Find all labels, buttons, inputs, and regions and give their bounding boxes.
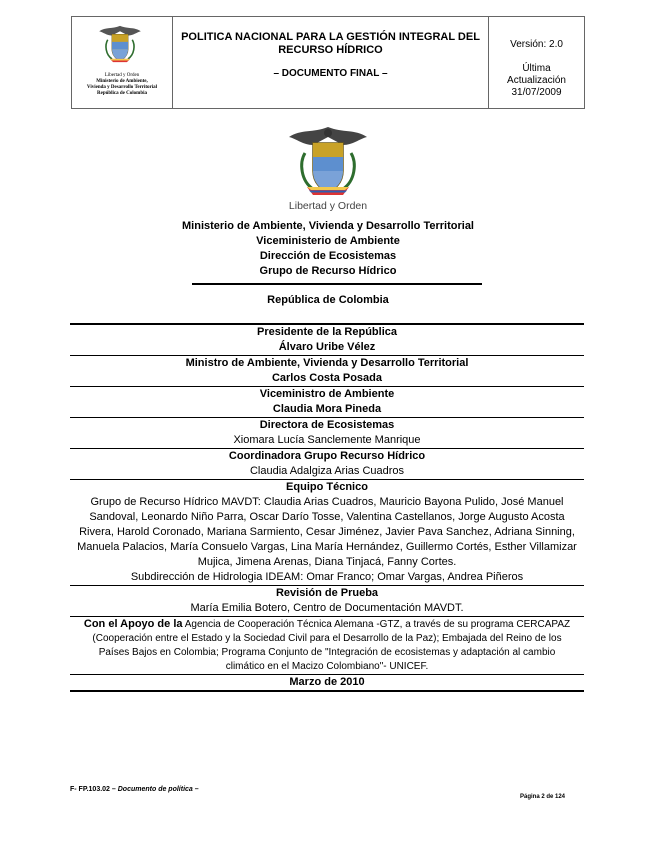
credit-name: Claudia Mora Pineda xyxy=(272,403,382,415)
header-logo-cell xyxy=(72,17,173,108)
credit-viceminister xyxy=(70,387,584,418)
institution-ministry: Ministerio de Ambiente, Vivienda y Desarrollo Territorial xyxy=(182,220,474,232)
coat-of-arms-icon xyxy=(96,23,144,65)
coat-of-arms-icon xyxy=(283,123,373,199)
credit-coordinator xyxy=(70,449,584,480)
institution-viceministry: Viceministerio de Ambiente xyxy=(256,235,400,247)
credit-name: Xiomara Lucía Sanclemente Manrique xyxy=(233,434,421,446)
team-ideam: Subdirección de Hidrologia IDEAM: Omar Franco; Omar Vargas, Andrea Piñeros xyxy=(130,571,524,583)
footer-doc-type: Documento de política – xyxy=(117,786,199,793)
header-version-cell xyxy=(489,17,584,108)
credit-president xyxy=(70,324,584,356)
divider xyxy=(192,283,482,285)
publication-date: Marzo de 2010 xyxy=(289,676,365,688)
credit-review xyxy=(70,586,584,617)
header-title-cell xyxy=(173,17,489,108)
logo-country: República de Colombia xyxy=(96,91,147,96)
credit-technical-team xyxy=(70,480,584,586)
page-number: Página 2 de 124 xyxy=(520,794,566,800)
logo-ministry: Ministerio de Ambiente, xyxy=(96,79,148,84)
credit-title: Revisión de Prueba xyxy=(275,587,379,599)
support-text: Agencia de Cooperación Técnica Alemana -GTZ, a través de su programa CERCAPAZ (Cooperación entre el Estado y la Sociedad Civil para el Desarrollo de la Paz); Embajada del Reino de los Países Bajos en Colombia; Programa Conjunto de "Integración de ecosistemas y adaptación al cambio climático en el Macizo Colombiano"- UNICEF. xyxy=(92,619,571,672)
credits-list xyxy=(70,324,584,692)
version-label: Versión: 2.0 xyxy=(510,39,563,50)
institution-block xyxy=(150,219,506,279)
credit-name: Carlos Costa Posada xyxy=(271,372,383,384)
credit-minister xyxy=(70,356,584,387)
institution-group: Grupo de Recurso Hídrico xyxy=(259,265,397,277)
credit-title: Coordinadora Grupo Recurso Hídrico xyxy=(228,450,426,462)
footer-code xyxy=(70,786,199,793)
country-name: República de Colombia xyxy=(267,294,389,306)
credit-title: Directora de Ecosistemas xyxy=(259,419,395,431)
document-title: POLITICA NACIONAL PARA LA GESTIÓN INTEGRAL DEL RECURSO HÍDRICO xyxy=(181,31,480,56)
credit-title: Equipo Técnico xyxy=(286,481,368,493)
logo-ministry-cont: Vivienda y Desarrollo Territorial xyxy=(86,85,158,90)
credit-name: Claudia Adalgiza Arias Cuadros xyxy=(249,465,405,477)
motto-text: Libertad y Orden xyxy=(288,200,368,212)
credit-support xyxy=(70,617,584,675)
credit-name: Álvaro Uribe Vélez xyxy=(278,341,376,353)
credit-date xyxy=(70,675,584,692)
credit-title: Ministro de Ambiente, Vivienda y Desarrollo Territorial xyxy=(185,357,469,369)
credit-title: Viceministro de Ambiente xyxy=(259,388,395,400)
document-subtitle: – DOCUMENTO FINAL – xyxy=(273,68,388,79)
team-members: Grupo de Recurso Hídrico MAVDT: Claudia Arias Cuadros, Mauricio Bayona Pulido, José Manuel Sandoval, Leonardo Niño Parra, Oscar Darío Tosse, Valentina Castellanos, Jorge Augusto Acosta Rivera, Harold Coronado, Mariana Sarmiento, Cesar Jiménez, Javier Pava Sanchez, Adriana Sinning, Manuela Palacios, María Consuelo Vargas, Lina María Hernández, Guillermo Cortés, Esther Villamizar Mujica, Jimena Arenas, Diana Tinjacá, Fanny Cortes. xyxy=(77,496,577,568)
credit-name: María Emilia Botero, Centro de Documentación MAVDT. xyxy=(190,602,464,614)
credit-title: Con el Apoyo de la xyxy=(83,618,183,630)
last-update-label: Última Actualización 31/07/2009 xyxy=(507,63,566,98)
document-header xyxy=(71,16,585,109)
credit-title: Presidente de la República xyxy=(257,326,397,338)
credit-director xyxy=(70,418,584,449)
logo-motto: Libertad y Orden xyxy=(104,73,140,78)
footer-doc-code: F- FP.103.02 – xyxy=(70,786,116,793)
institution-direction: Dirección de Ecosistemas xyxy=(259,250,397,262)
